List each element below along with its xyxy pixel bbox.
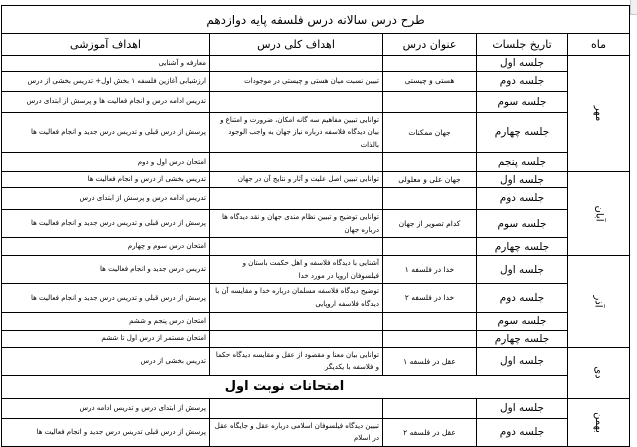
lesson-title-cell: جهان علی و معلولی	[383, 172, 477, 188]
session-cell: جلسه سوم	[477, 312, 568, 330]
general-goals-cell	[210, 238, 383, 256]
scrollbar-fragment[interactable]	[630, 0, 637, 15]
session-cell: جلسه اول	[477, 398, 568, 418]
educational-goals-cell: تدریس درس جدید و انجام فعالیت ها	[1, 256, 209, 284]
lesson-title-cell	[383, 91, 477, 112]
session-cell: جلسه سوم	[477, 209, 568, 237]
educational-goals-cell: معارفه و آشنایی	[1, 56, 209, 72]
general-goals-cell	[210, 91, 383, 112]
general-goals-cell: توانایی بیان معنا و مقصود از عقل و مقایسه دیدگاه حکما و فلاسفه با یکدیگر	[210, 347, 383, 375]
month-cell-azar	[568, 256, 630, 347]
session-cell: جلسه اول	[477, 347, 568, 375]
educational-goals-cell: امتحان درس سوم و چهارم	[1, 238, 209, 256]
month-label: آبان	[592, 205, 604, 222]
document-title: طرح درس سالانه درس فلسفه پایه دوازدهم	[1, 6, 629, 34]
month-cell-bahman	[568, 398, 630, 446]
month-label: آذر	[593, 295, 604, 308]
educational-goals-cell: تدریس بخشی از درس	[1, 347, 209, 375]
general-goals-cell	[210, 330, 383, 347]
lesson-title-cell: هستی و چیستی	[383, 71, 477, 91]
session-cell: جلسه سوم	[477, 91, 568, 112]
educational-goals-cell: پرسش از ابتدای درس و تدریس ادامه درس	[1, 398, 209, 418]
header-sessions: تاریخ جلسات	[477, 34, 568, 56]
general-goals-cell: آشنایی با دیدگاه فلاسفه و اهل حکمت باستان و فیلسوفان اروپا در مورد خدا	[210, 256, 383, 284]
general-goals-cell	[210, 187, 383, 209]
general-goals-cell: تبیین دیدگاه فیلسوفان اسلامی درباره عقل و جایگاه عقل در اسلام	[210, 418, 383, 446]
general-goals-cell: توانایی تبیین مفاهیم سه گانه امکان، ضرورت و امتناع و بیان دیدگاه فلاسفه درباره نیاز جهان به واجب الوجود بالذات	[210, 112, 383, 153]
educational-goals-cell: پرسش از درس قبلی و تدریس درس جدید و انجام فعالیت ها	[1, 284, 209, 312]
lesson-title-cell: خدا در فلسفه ۱	[383, 256, 477, 284]
session-cell: جلسه چهارم	[477, 112, 568, 153]
general-goals-cell: توانایی تبیین اصل علیت و آثار و نتایج آن در جهان	[210, 172, 383, 188]
month-label: بهمن	[592, 411, 604, 433]
lesson-title-cell	[383, 398, 477, 418]
lesson-title-cell: جهان ممکنات	[383, 112, 477, 153]
month-label: دی	[593, 366, 604, 379]
lesson-title-cell: خدا در فلسفه ۲	[383, 284, 477, 312]
lesson-title-cell: عقل در فلسفه ۲	[383, 418, 477, 446]
session-cell: جلسه چهارم	[477, 330, 568, 347]
session-cell: جلسه دوم	[477, 71, 568, 91]
lesson-title-cell	[383, 153, 477, 172]
session-cell: جلسه چهارم	[477, 238, 568, 256]
educational-goals-cell: پرسش از درس قبلی و تدریس درس جدید و انجام فعالیت ها	[1, 112, 209, 153]
session-cell: جلسه دوم	[477, 418, 568, 446]
month-cell-dey	[568, 347, 630, 398]
educational-goals-cell: تدریس بخشی از درس و انجام فعالیت ها	[1, 172, 209, 188]
month-cell-mehr	[568, 56, 630, 172]
general-goals-cell: توضیح دیدگاه فلاسفه مسلمان درباره خدا و مقایسه آن با دیدگاه فلاسفه اروپایی	[210, 284, 383, 312]
general-goals-cell: توانایی توضیح و تبیین نظام مندی جهان و نقد دیدگاه ها درباره جهان	[210, 209, 383, 237]
month-cell-aban	[568, 172, 630, 256]
annual-lesson-plan-table	[1, 5, 630, 447]
lesson-title-cell: کدام تصویر از جهان	[383, 209, 477, 237]
educational-goals-cell: تدریس ادامه درس و انجام فعالیت ها و پرسش از ابتدای درس	[1, 91, 209, 112]
session-cell: جلسه دوم	[477, 284, 568, 312]
session-cell: جلسه پنجم	[477, 153, 568, 172]
educational-goals-cell: امتحان درس اول و دوم	[1, 153, 209, 172]
educational-goals-cell: ارزشیابی آغازین فلسفه ۱ بخش اول+ تدریس بخشی از درس	[1, 71, 209, 91]
lesson-title-cell	[383, 187, 477, 209]
lesson-title-cell: عقل در فلسفه ۱	[383, 347, 477, 375]
session-cell: جلسه اول	[477, 172, 568, 188]
session-cell: جلسه اول	[477, 56, 568, 72]
educational-goals-cell: پرسش از درس قبلی تدریس درس جدید و انجام فعالیت ها	[1, 418, 209, 446]
first-term-exams-banner: امتحانات نوبت اول	[1, 375, 567, 398]
month-label: مهر	[592, 105, 604, 122]
header-lesson-title: عنوان درس	[383, 34, 477, 56]
educational-goals-cell: پرسش از درس قبلی و تدریس درس جدید و انجام فعالیت ها	[1, 209, 209, 237]
general-goals-cell	[210, 56, 383, 72]
educational-goals-cell: امتحان مستمر از درس اول تا ششم	[1, 330, 209, 347]
general-goals-cell	[210, 312, 383, 330]
general-goals-cell	[210, 153, 383, 172]
lesson-title-cell	[383, 56, 477, 72]
general-goals-cell: تبیین نسبت میان هستی و چیستی در موجودات	[210, 71, 383, 91]
lesson-title-cell	[383, 330, 477, 347]
lesson-title-cell	[383, 312, 477, 330]
session-cell: جلسه اول	[477, 256, 568, 284]
educational-goals-cell: تدریس ادامه درس و پرسش از ابتدای درس	[1, 187, 209, 209]
header-educational-goals: اهداف آموزشی	[1, 34, 209, 56]
lesson-title-cell	[383, 238, 477, 256]
session-cell: جلسه دوم	[477, 187, 568, 209]
educational-goals-cell: امتحان درس پنجم و ششم	[1, 312, 209, 330]
header-general-goals: اهداف کلی درس	[210, 34, 383, 56]
general-goals-cell	[210, 398, 383, 418]
header-month: ماه	[568, 34, 630, 56]
